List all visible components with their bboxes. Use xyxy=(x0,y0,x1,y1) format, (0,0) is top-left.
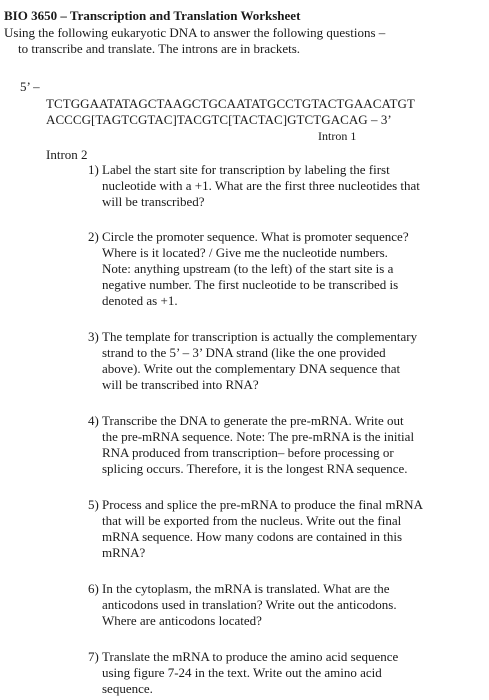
intro-line-1: Using the following eukaryotic DNA to answer the following questions – xyxy=(4,25,386,40)
intro-instructions xyxy=(4,25,474,57)
question-text xyxy=(88,649,473,697)
question-line: using figure 7-24 in the text. Write out the amino acid xyxy=(102,665,382,680)
question-line: Where is it located? / Give me the nucleotide numbers. xyxy=(102,245,388,260)
question-line: strand to the 5’ – 3’ DNA strand (like the one provided xyxy=(102,345,386,360)
question-line: Process and splice the pre-mRNA to produce the final mRNA xyxy=(102,497,423,512)
question-line: Label the start site for transcription by labeling the first xyxy=(102,162,390,177)
question-text xyxy=(88,581,473,629)
question-line: above). Write out the complementary DNA sequence that xyxy=(102,361,401,376)
question-text xyxy=(88,329,473,393)
intron-1-label: Intron 1 xyxy=(318,129,357,143)
question-line: Transcribe the DNA to generate the pre-mRNA. Write out xyxy=(102,413,404,428)
question-1 xyxy=(88,162,473,210)
question-line: RNA produced from transcription– before processing or xyxy=(102,445,394,460)
question-line: splicing occurs. Therefore, it is the longest RNA sequence. xyxy=(102,461,408,476)
question-line: mRNA? xyxy=(102,545,146,560)
intron-2-label: Intron 2 xyxy=(46,147,88,162)
question-3 xyxy=(88,329,473,393)
question-4 xyxy=(88,413,473,477)
question-line: Note: anything upstream (to the left) of the start site is a xyxy=(102,261,394,276)
question-7 xyxy=(88,649,473,697)
question-line: Circle the promoter sequence. What is promoter sequence? xyxy=(102,229,409,244)
question-text xyxy=(88,497,473,561)
question-line: Where are anticodons located? xyxy=(102,613,262,628)
question-2 xyxy=(88,229,473,309)
question-number: 7) xyxy=(88,649,99,664)
question-line: will be transcribed into RNA? xyxy=(102,377,259,392)
question-text xyxy=(88,229,473,309)
question-line: nucleotide with a +1. What are the first three nucleotides that xyxy=(102,178,420,193)
dna-sequence-line-2: ACCCG[TAGTCGTAC]TACGTC[TACTAC]GTCTGACAG – 3’ xyxy=(46,112,392,127)
question-line: sequence. xyxy=(102,681,153,696)
question-line: will be transcribed? xyxy=(102,194,205,209)
dna-sequence-line-1: TCTGGAATATAGCTAAGCTGCAATATGCCTGTACTGAACATGT xyxy=(46,96,415,111)
question-6 xyxy=(88,581,473,629)
question-line: Translate the mRNA to produce the amino acid sequence xyxy=(102,649,399,664)
question-line: anticodons used in translation? Write out the anticodons. xyxy=(102,597,397,612)
question-text xyxy=(88,413,473,477)
question-line: the pre-mRNA sequence. Note: The pre-mRNA is the initial xyxy=(102,429,415,444)
question-number: 3) xyxy=(88,329,99,344)
worksheet-title: BIO 3650 – Transcription and Translation Worksheet xyxy=(4,8,301,23)
question-line: The template for transcription is actually the complementary xyxy=(102,329,418,344)
question-number: 2) xyxy=(88,229,99,244)
question-number: 5) xyxy=(88,497,99,512)
question-line: negative number. The first nucleotide to be transcribed is xyxy=(102,277,399,292)
question-text xyxy=(88,162,473,210)
question-line: denoted as +1. xyxy=(102,293,178,308)
question-line: In the cytoplasm, the mRNA is translated. What are the xyxy=(102,581,390,596)
question-line: that will be exported from the nucleus. Write out the final xyxy=(102,513,402,528)
question-number: 4) xyxy=(88,413,99,428)
question-number: 1) xyxy=(88,162,99,177)
question-number: 6) xyxy=(88,581,99,596)
question-5 xyxy=(88,497,473,561)
five-prime-label: 5’ – xyxy=(20,79,40,94)
intro-line-2: to transcribe and translate. The introns are in brackets. xyxy=(18,41,301,56)
question-line: mRNA sequence. How many codons are contained in this xyxy=(102,529,403,544)
